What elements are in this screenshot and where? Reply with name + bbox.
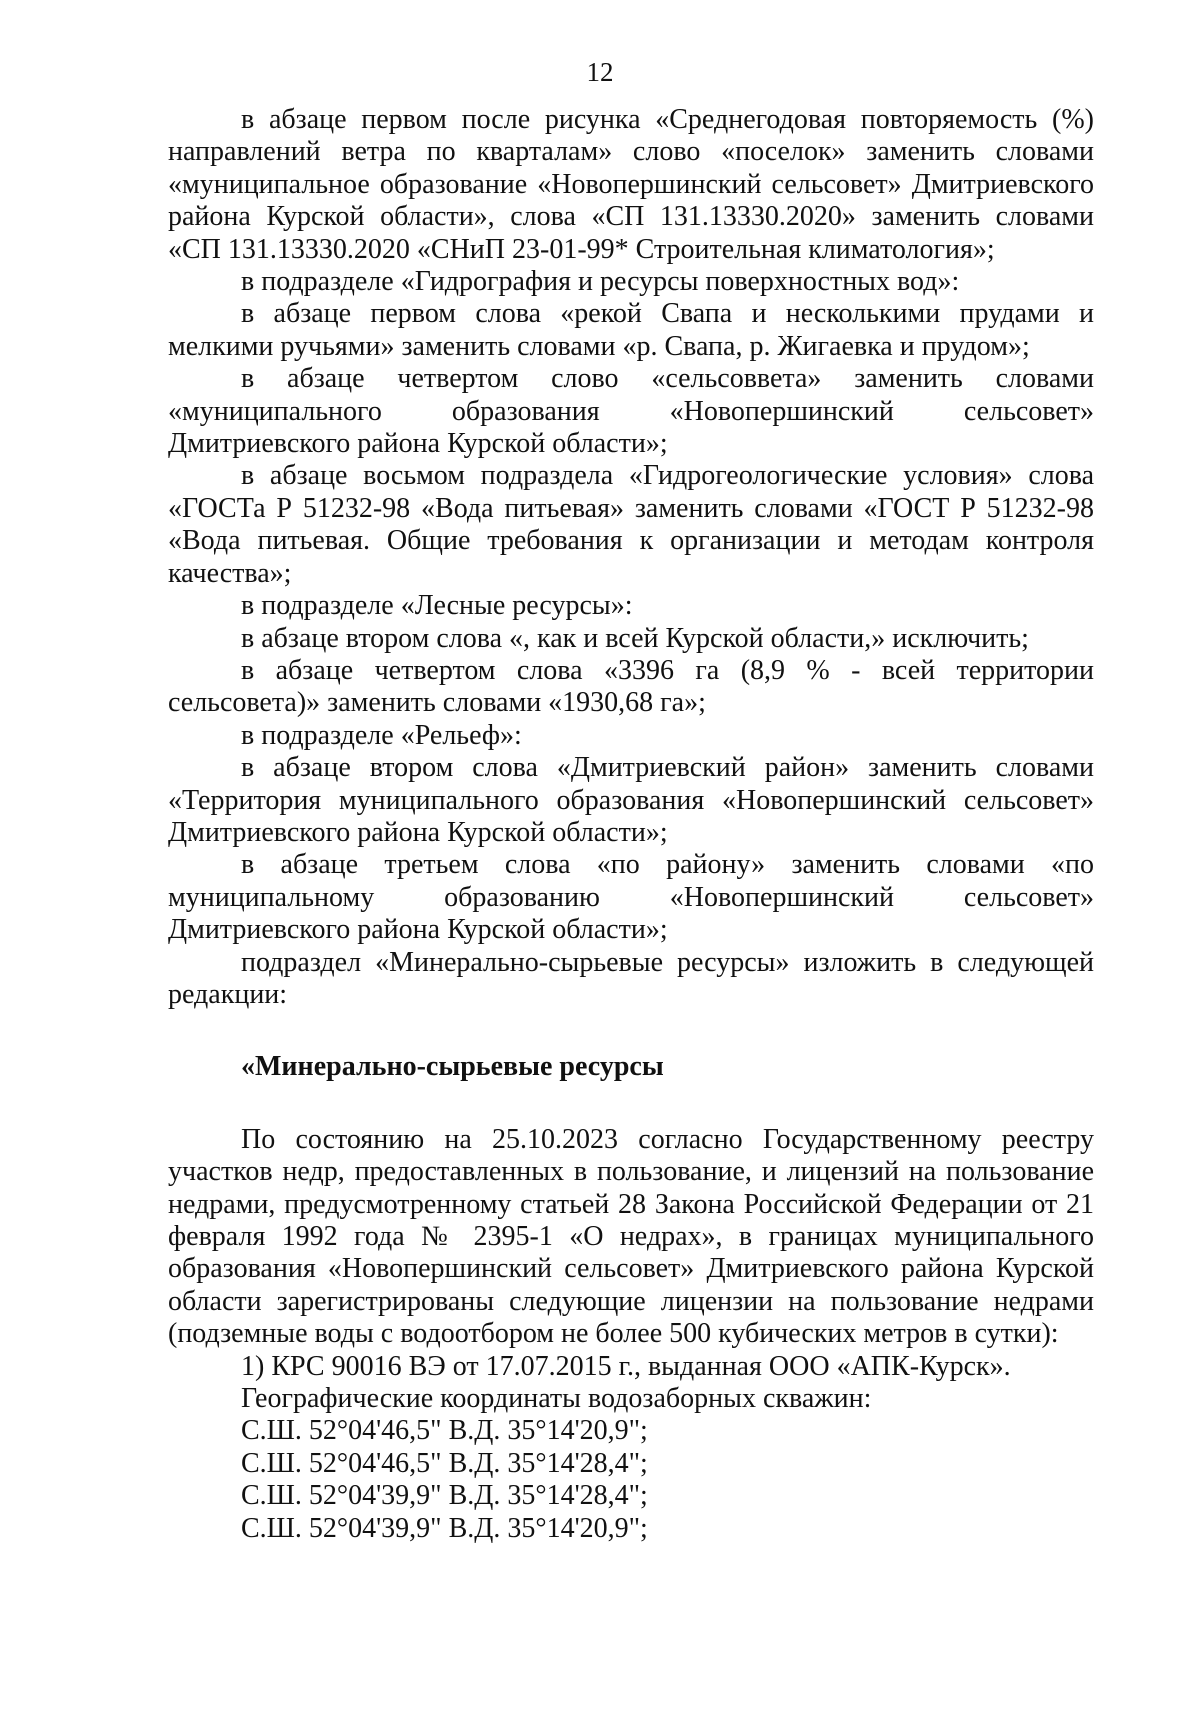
- paragraph-relief-second: в абзаце втором слова «Дмитриевский район» заменить словами «Территория муниципального образования «Новопершинский сельсовет» Дмитриевского района Курской области»;: [168, 752, 1094, 848]
- paragraph-forest-second: в абзаце втором слова «, как и всей Курской области,» исключить;: [241, 622, 1029, 654]
- paragraph-forest-header: в подразделе «Лесные ресурсы»:: [241, 590, 633, 622]
- coordinate-line: С.Ш. 52°04'46,5" В.Д. 35°14'20,9";: [241, 1415, 648, 1447]
- paragraph-hydrogeology: в абзаце восьмом подраздела «Гидрогеологические условия» слова «ГОСТа Р 51232-98 «Вода питьевая» заменить словами «ГОСТ Р 51232-98 «Вода питьевая. Общие требования к организации и методам контроля качества»;: [168, 460, 1094, 589]
- paragraph-forest-fourth: в абзаце четвертом слова «3396 га (8,9 % - всей территории сельсовета)» заменить словами «1930,68 га»;: [168, 654, 1094, 719]
- coordinates-caption: Географические координаты водозаборных скважин:: [241, 1383, 872, 1415]
- paragraph-relief-header: в подразделе «Рельеф»:: [241, 719, 522, 751]
- coordinate-line: С.Ш. 52°04'46,5" В.Д. 35°14'28,4";: [241, 1447, 648, 1479]
- page-number: 12: [586, 57, 614, 87]
- paragraph-hydrography-first: в абзаце первом слова «рекой Свапа и несколькими прудами и мелкими ручьями» заменить словами «р. Свапа, р. Жигаевка и прудом»;: [168, 298, 1094, 362]
- paragraph-relief-third: в абзаце третьем слова «по району» заменить словами «по муниципальному образованию «Новопершинский сельсовет» Дмитриевского района Курской области»;: [168, 849, 1094, 946]
- paragraph-mineral-main: По состоянию на 25.10.2023 согласно Государственному реестру участков недр, предоставленных в пользование, и лицензий на пользование недрами, предусмотренному статьей 28 Закона Российской Федерации от 21 февраля 1992 года № 2395-1 «О недрах», в границах муниципального образования «Новопершинский сельсовет» Дмитриевского района Курской области зарегистрированы следующие лицензии на пользование недрами (подземные воды с водоотбором не более 500 кубических метров в сутки):: [168, 1123, 1094, 1350]
- document-body: [168, 104, 1094, 1545]
- coordinate-line: С.Ш. 52°04'39,9" В.Д. 35°14'28,4";: [241, 1480, 648, 1512]
- paragraph-mineral-intro: подраздел «Минерально-сырьевые ресурсы» изложить в следующей редакции:: [168, 946, 1094, 1010]
- paragraph-amendment-wind: в абзаце первом после рисунка «Среднегодовая повторяемость (%) направлений ветра по кварталам» слово «поселок» заменить словами «муниципальное образование «Новопершинский сельсовет» Дмитриевского района Курской области», слова «СП 131.13330.2020» заменить словами «СП 131.13330.2020 «СНиП 23-01-99* Строительная климатология»;: [168, 104, 1094, 265]
- section-heading: «Минерально-сырьевые ресурсы: [241, 1051, 664, 1083]
- paragraph-hydrography-fourth: в абзаце четвертом слово «сельсоввета» заменить словами «муниципального образования «Новопершинский сельсовет» Дмитриевского района Курской области»;: [168, 363, 1094, 460]
- license-line: 1) КРС 90016 ВЭ от 17.07.2015 г., выданная ООО «АПК-Курск».: [241, 1350, 1011, 1382]
- coordinate-line: С.Ш. 52°04'39,9" В.Д. 35°14'20,9";: [241, 1512, 648, 1544]
- paragraph-hydrography-header: в подразделе «Гидрография и ресурсы поверхностных вод»:: [241, 266, 960, 298]
